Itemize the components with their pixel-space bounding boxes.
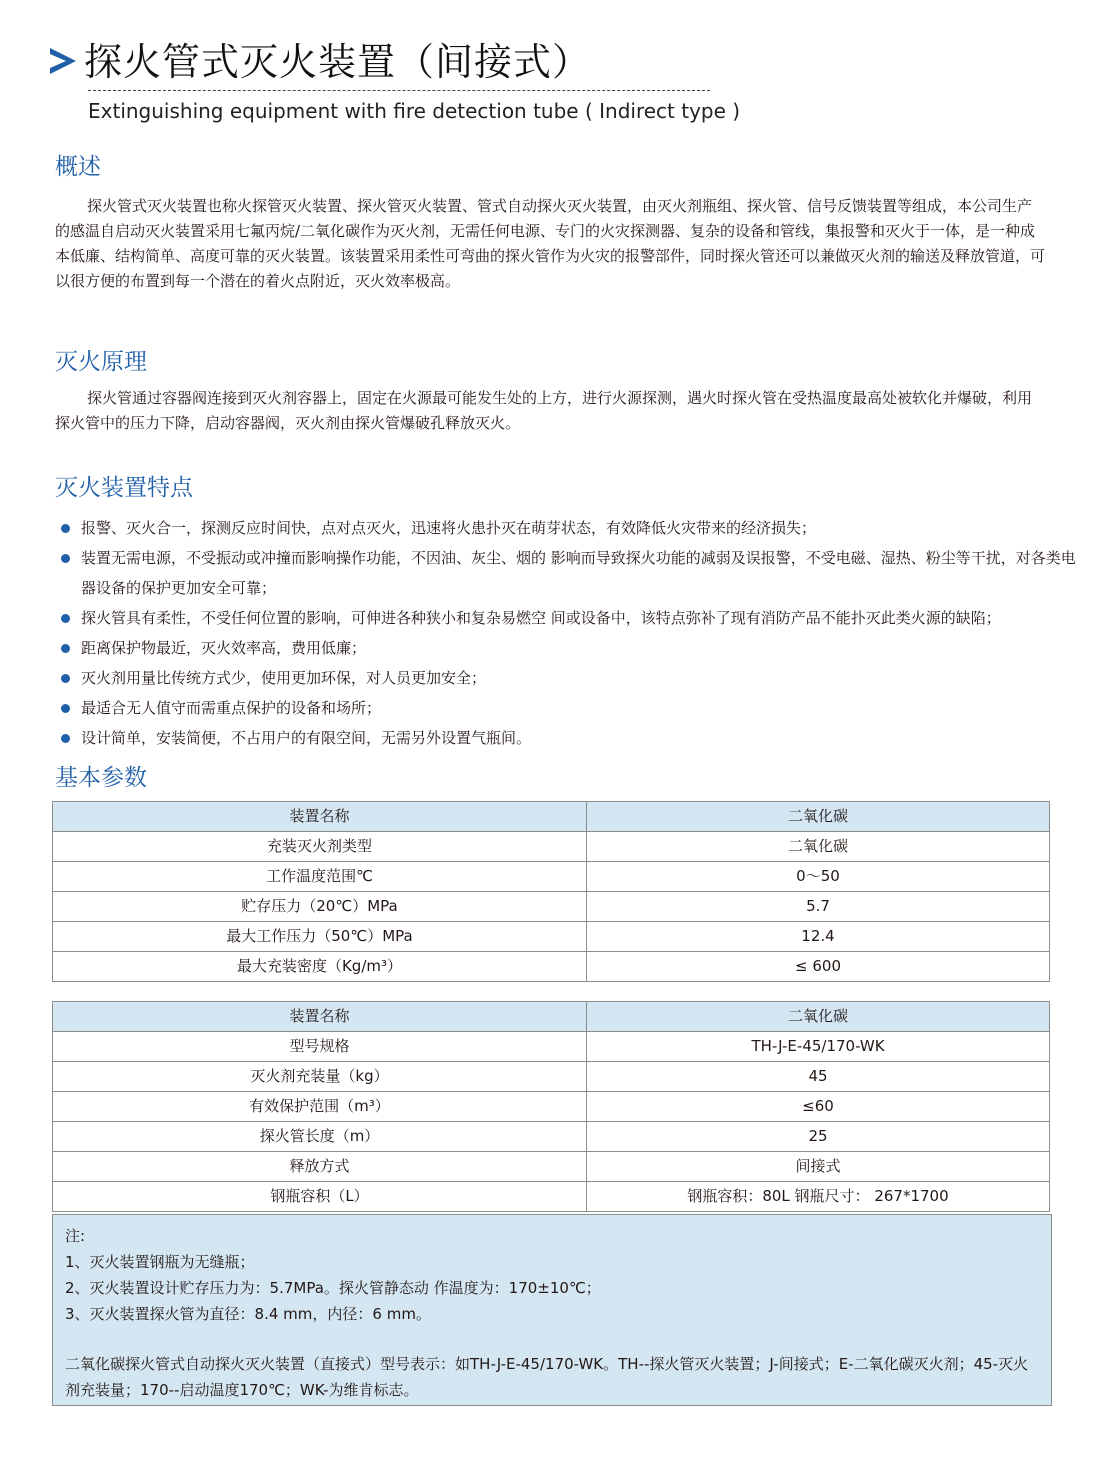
bullet-icon: [61, 644, 70, 653]
notes-spacer: [65, 1327, 1039, 1351]
params-table-2: [52, 1001, 1050, 1212]
notes-box: [52, 1214, 1052, 1406]
bullet-icon: [61, 674, 70, 683]
chevron-right-icon: [48, 44, 78, 78]
bullet-icon: [61, 734, 70, 743]
page-title: 探火管式灭火装置（间接式）: [84, 40, 592, 84]
table-row: 型号规格 TH-J-E-45/170-WK: [53, 1032, 1050, 1062]
principle-heading: 灭火原理: [55, 349, 147, 375]
bullet-icon: [61, 614, 70, 623]
bullet-icon: [61, 524, 70, 533]
list-item: 距离保护物最近，灭火效率高，费用低廉；: [61, 633, 1091, 663]
table-row: 最大工作压力（50℃）MPa 12.4: [53, 922, 1050, 952]
table-row: 钢瓶容积（L） 钢瓶容积：80L 钢瓶尺寸： 267*1700: [53, 1182, 1050, 1212]
note-line: 1、灭火装置钢瓶为无缝瓶；: [65, 1253, 255, 1271]
note-line: 3、灭火装置探火管为直径：8.4 mm，内径：6 mm。: [65, 1305, 431, 1323]
bullet-icon: [61, 704, 70, 713]
note-line: 2、灭火装置设计贮存压力为：5.7MPa。探火管静态动 作温度为：170±10℃；: [65, 1279, 601, 1297]
list-item: 最适合无人值守而需重点保护的设备和场所；: [61, 693, 1091, 723]
table-row: 最大充装密度（Kg/m³） ≤ 600: [53, 952, 1050, 982]
table-row: 释放方式 间接式: [53, 1152, 1050, 1182]
list-item: 探火管具有柔性，不受任何位置的影响，可伸进各种狭小和复杂易燃空 间或设备中，该特点弥补了现有消防产品不能扑灭此类火源的缺陷；: [61, 603, 1091, 633]
list-item: 报警、灭火合一，探测反应时间快，点对点灭火，迅速将火患扑灭在萌芽状态，有效降低火灾带来的经济损失；: [61, 513, 1091, 543]
notes-title: 注:: [65, 1227, 86, 1245]
title-divider: [88, 90, 710, 91]
model-description: 二氧化碳探火管式自动探火灭火装置（直接式）型号表示：如TH-J-E-45/170-WK。TH--探火管灭火装置；J-间接式；E-二氧化碳灭火剂；45-灭火剂充装量；170--启动温度170℃；WK-为维肯标志。: [65, 1355, 1029, 1399]
table-row: 探火管长度（m） 25: [53, 1122, 1050, 1152]
list-item: 灭火剂用量比传统方式少，使用更加环保，对人员更加安全；: [61, 663, 1091, 693]
principle-text: 探火管通过容器阀连接到灭火剂容器上，固定在火源最可能发生处的上方，进行火源探测，遇火时探火管在受热温度最高处被软化并爆破，利用探火管中的压力下降，启动容器阀，灭火剂由探火管爆破孔释放灭火。: [55, 389, 1033, 432]
list-item: 装置无需电源，不受振动或冲撞而影响操作功能，不因油、灰尘、烟的 影响而导致探火功能的减弱及误报警，不受电磁、湿热、粉尘等干扰，对各类电 器设备的保护更加安全可靠；: [61, 543, 1091, 603]
table-header-row: 装置名称 二氧化碳: [53, 802, 1050, 832]
features-list: [61, 513, 1091, 753]
table-row: 灭火剂充装量（kg） 45: [53, 1062, 1050, 1092]
table-row: 有效保护范围（m³） ≤60: [53, 1092, 1050, 1122]
list-item: 设计简单，安装简便，不占用户的有限空间，无需另外设置气瓶间。: [61, 723, 1091, 753]
table-row: 工作温度范围℃ 0～50: [53, 862, 1050, 892]
table-row: 充装灭火剂类型 二氧化碳: [53, 832, 1050, 862]
overview-heading: 概述: [55, 154, 101, 180]
page-subtitle: Extinguishing equipment with fire detection tube ( Indirect type ): [88, 99, 741, 123]
table-row: 贮存压力（20℃）MPa 5.7: [53, 892, 1050, 922]
params-table-1: [52, 801, 1050, 982]
overview-text: 探火管式灭火装置也称火探管灭火装置、探火管灭火装置、管式自动探火灭火装置，由灭火剂瓶组、探火管、信号反馈装置等组成，本公司生产的感温自启动灭火装置采用七氟丙烷/二氧化碳作为灭火剂，无需任何电源、专门的火灾探测器、复杂的设备和管线，集报警和灭火于一体，是一种成本低廉、结构简单、高度可靠的灭火装置。该装置采用柔性可弯曲的探火管作为火灾的报警部件，同时探火管还可以兼做灭火剂的输送及释放管道，可以很方便的布置到每一个潜在的着火点附近，灭火效率极高。: [55, 197, 1046, 290]
table-header-row: 装置名称 二氧化碳: [53, 1002, 1050, 1032]
bullet-icon: [61, 554, 70, 563]
features-heading: 灭火装置特点: [55, 475, 193, 501]
params-heading: 基本参数: [55, 765, 147, 791]
